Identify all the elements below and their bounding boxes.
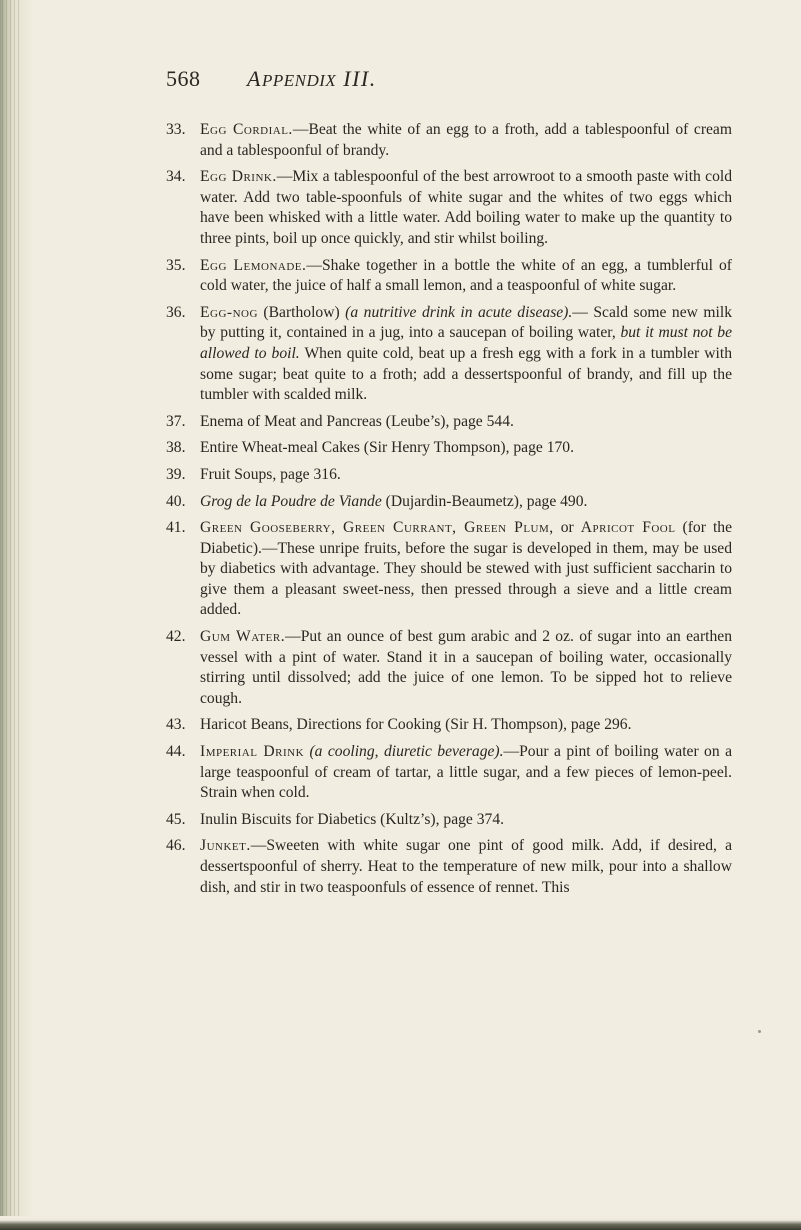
entry-text: (Dujardin-Beaumetz), page 490. — [381, 492, 588, 510]
entry-name: Green Gooseberry, Green Currant, Green Plum, — [200, 519, 554, 537]
entry-text: Fruit Soups, page 316. — [200, 465, 341, 483]
entry-text: —Beat the white of an egg to a froth, add a tablespoonful of cream and a tablespoonful of brandy. — [200, 121, 732, 159]
entry-number: 44. — [166, 743, 186, 761]
binding-shadow — [2, 0, 22, 1230]
entry-text: Haricot Beans, Directions for Cooking (Sir H. Thompson), page 296. — [200, 716, 632, 734]
recipe-entry-36 — [166, 303, 732, 406]
entry-number: 46. — [166, 837, 186, 855]
recipe-entry-41 — [166, 518, 732, 621]
entry-number: 36. — [166, 303, 186, 321]
entry-text: Inulin Biscuits for Diabetics (Kultz’s), page 374. — [200, 810, 505, 828]
entry-text: —Sweeten with white sugar one pint of good milk. Add, if desired, a dessertspoonful of sherry. Heat to the temperature of new milk, pour into a shallow dish, and stir in two teaspoonfuls of essence of rennet. This — [200, 837, 732, 896]
entry-number: 34. — [166, 168, 186, 186]
recipe-entry-45 — [166, 810, 732, 831]
entry-text: Enema of Meat and Pancreas (Leube’s), page 544. — [200, 412, 514, 430]
entry-number: 35. — [166, 256, 186, 274]
recipe-entry-46 — [166, 836, 732, 898]
entry-note: (a nutritive drink in acute disease). — [345, 303, 573, 321]
entry-number: 41. — [166, 519, 186, 537]
recipe-entry-42 — [166, 627, 732, 709]
entry-text: Entire Wheat-meal Cakes (Sir Henry Thompson), page 170. — [200, 439, 575, 457]
entry-text: —Mix a tablespoonful of the best arrowroot to a smooth paste with cold water. Add two table-spoonfuls of white sugar and the whites of two eggs which have been whisked with a little water. Add boiling water to make up the quantity to three pints, boil up once quickly, and stir whilst boiling. — [200, 168, 732, 247]
entry-name-2: Apricot Fool — [580, 519, 676, 537]
entry-name: Egg Drink. — [200, 168, 277, 186]
entry-number: 40. — [166, 492, 186, 510]
entry-number: 43. — [166, 716, 186, 734]
recipe-entry-40 — [166, 492, 732, 513]
entry-number: 37. — [166, 412, 186, 430]
recipe-entry-34 — [166, 167, 732, 249]
entry-number: 38. — [166, 439, 186, 457]
entry-number: 33. — [166, 121, 186, 138]
scan-bottom-edge — [0, 1216, 801, 1230]
entry-number: 45. — [166, 810, 186, 828]
entry-name: Junket. — [200, 837, 251, 855]
entry-text: —Pour a pint of boiling water on a large teaspoonful of cream of tartar, a little sugar, and a few pieces of lemon-peel. Strain when cold. — [200, 743, 732, 802]
page-title: APPENDIX III. — [247, 66, 377, 91]
entry-author: (Bartholow) — [257, 303, 346, 321]
recipe-entry-39 — [166, 465, 732, 486]
recipe-entry-44 — [166, 742, 732, 804]
entry-number: 39. — [166, 465, 186, 483]
entry-connector: or — [553, 519, 581, 537]
entry-text-italic: but it must not be allowed to boil. — [200, 324, 732, 362]
recipe-entry-35 — [166, 256, 732, 297]
entry-text: —Shake together in a bottle the white of an egg, a tumblerful of cold water, the juice of half a small lemon, and a teaspoonful of white sugar. — [200, 256, 732, 295]
entry-text: — Scald some new milk by putting it, contained in a jug, into a saucepan of boiling water, — [200, 303, 732, 342]
entry-name: Egg-nog — [200, 303, 258, 321]
recipe-list — [166, 120, 732, 904]
entry-text: —Put an ounce of best gum arabic and 2 oz. of sugar into an earthen vessel with a pint of water. Stand it in a saucepan of boiling water, occasionally stirring until dissolved; add the juice of one lemon. To be sipped hot to relieve cough. — [200, 628, 732, 707]
entry-name: Imperial Drink — [200, 743, 305, 761]
entry-note: (a cooling, diuretic beverage). — [304, 743, 504, 761]
recipe-entry-43 — [166, 715, 732, 736]
recipe-entry-37 — [166, 412, 732, 433]
paper-speck — [758, 1030, 761, 1033]
recipe-entry-38 — [166, 438, 732, 459]
entry-name: Egg Lemonade. — [200, 256, 307, 274]
entry-name: Grog de la Poudre de Viande — [200, 492, 382, 510]
entry-name: Gum Water. — [200, 628, 286, 646]
entry-number: 42. — [166, 628, 186, 646]
recipe-entry-33 — [166, 120, 732, 161]
entry-text: When quite cold, beat up a fresh egg with a fork in a tumbler with some sugar; beat quite to a froth; add a dessertspoonful of brandy, and fill up the tumbler with scalded milk. — [200, 344, 732, 404]
entry-text: (for the Diabetic).—These unripe fruits, before the sugar is developed in them, may be used by diabetics with advantage. They should be stewed with just sufficient saccharin to give them a pleasant sweet-ness, then pressed through a sieve and a little cream added. — [200, 519, 733, 619]
entry-name: Egg Cordial. — [200, 121, 293, 138]
page-number: 568 — [166, 66, 201, 91]
